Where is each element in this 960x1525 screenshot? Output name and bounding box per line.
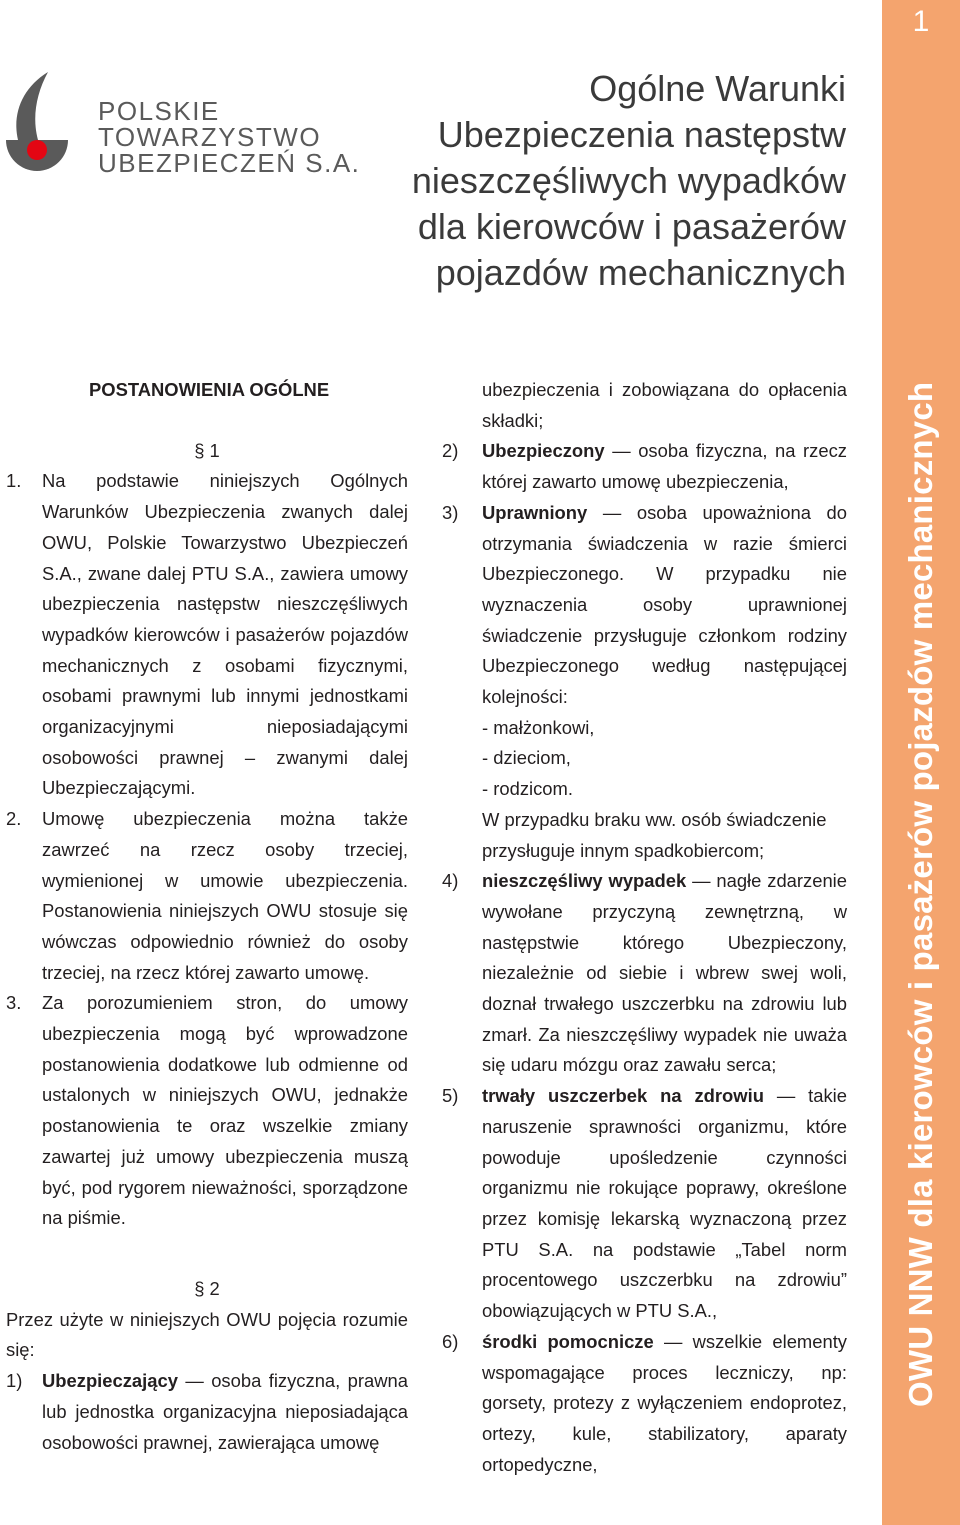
definition-term: środki pomocnicze [482,1330,654,1352]
item-number: 2) [442,440,459,462]
item-number: 2. [6,808,22,830]
definition-term: Ubezpieczony [482,440,605,462]
title-line: nieszczęśliwych wypadków [411,160,846,201]
definition-body [42,1366,408,1458]
definition-term: nieszczęśliwy wypadek [482,870,687,892]
company-name-line: TOWARZYSTWO [98,122,322,152]
definition-text: — nagłe zdarzenie wywołane przyczyną zewnętrzną, w następstwie którego Ubezpieczony, niezależnie od siebie i wbrew swej woli, doznał trwałego uszczerbku na zdrowiu lub zmarł. Za nieszczęśliwy wypadek nie uważa się udaru mózgu oraz zawału serca; [482,870,847,1076]
definition-body [482,436,847,497]
heirs-list [482,713,847,867]
company-name-line: POLSKIE [98,96,220,126]
paragraph-heading: § 1 [194,439,220,461]
continuation-text: ubezpieczenia i zobowiązana do opłacenia składki; [482,379,847,431]
item-number: 3) [442,501,459,523]
item-number: 1. [6,470,22,492]
section-title: POSTANOWIENIA OGÓLNE [89,379,330,400]
page-number: 1 [912,5,930,38]
definition-body [482,498,847,713]
definition-item [442,498,847,713]
item-number: 4) [442,870,459,892]
definition-item [442,866,847,1081]
right-column [442,375,847,1480]
item-text: Za porozumieniem stron, do umowy ubezpieczenia mogą być wprowadzone postanowienia dodatkowe lub odmienne od ustalonych w niniejszych OWU, jednakże postanowienia te oraz wszelkie zmiany zawartej już umowy ubezpieczenia muszą być, pod rygorem nieważności, sporządzone na piśmie. [42,992,408,1229]
ptu-logo-icon [4,70,68,178]
list-item [6,466,408,804]
list-item [6,804,408,988]
list-item [6,988,408,1234]
side-label: OWU NNW dla kierowców i pasażerów pojazdów mechanicznych [902,381,939,1407]
title-line: Ubezpieczenia następstw [437,114,846,155]
paragraph-heading: § 2 [194,1277,220,1299]
document-title [380,66,846,296]
definition-continuation [442,375,847,436]
item-number: 1) [6,1370,23,1392]
list-item: - rodzicom. [482,778,573,800]
left-column [6,375,408,1458]
definition-text: — osoba upoważniona do otrzymania świadczenia w razie śmierci Ubezpieczonego. W przypadku nie wyznaczenia osoby uprawnionej świadczenie przysługuje członkom rodziny Ubezpieczonego według następującej kolejności: [482,501,847,708]
definition-text: — osoba fizyczna, prawna lub jednostka organizacyjna nieposiadająca osobowości prawnej, zawierająca umowę [42,1370,408,1453]
definition-body [482,866,847,1081]
item-number: 6) [442,1330,459,1352]
definition-term: trwały uszczerbek na zdrowiu [482,1085,764,1107]
item-text: Umowę ubezpieczenia można także zawrzeć na rzecz osoby trzeciej, wymienionej w umowie ubezpieczenia. Postanowienia niniejszych OWU stosuje się wówczas odpowiednio również do osoby trzeciej, na rzecz której zawarto umowę. [42,808,408,983]
definition-item [442,1081,847,1327]
definition-body [482,1081,847,1327]
company-name-line: UBEZPIECZEŃ S.A. [98,148,361,178]
definition-text: — osoba fizyczna, na rzecz której zawarto umowę ubezpieczenia, [482,440,847,493]
definitions-intro: Przez użyte w niniejszych OWU pojęcia rozumie się: [6,1308,408,1361]
title-line: dla kierowców i pasażerów [417,206,846,247]
item-number: 3. [6,992,22,1014]
definition-term: Ubezpieczający [42,1370,178,1392]
list-item: - dzieciom, [482,747,571,769]
company-name [98,98,360,176]
definition-body [482,1327,847,1481]
title-line: Ogólne Warunki [589,68,846,109]
definition-item [442,436,847,497]
title-line: pojazdów mechanicznych [435,252,846,293]
side-band [882,0,960,1525]
definition-term: Uprawniony [482,501,588,523]
item-number: 5) [442,1085,459,1107]
item-text: Na podstawie niniejszych Ogólnych Warunków Ubezpieczenia zwanych dalej OWU, Polskie Towarzystwo Ubezpieczeń S.A., zwane dalej PTU S.A., zawiera umowy ubezpieczenia następstw nieszczęśliwych wypadków kierowców i pasażerów pojazdów mechanicznych z osobami fizycznymi, osobami prawnymi lub innymi jednostkami organizacyjnymi nieposiadającymi osobowości prawnej – zwanymi dalej Ubezpieczającymi. [42,470,408,799]
list-item: - małżonkowi, [482,716,595,738]
definition-text: — wszelkie elementy wspomagające proces leczniczy, np: gorsety, protezy z wyłączeniem endoprotez, ortezy, kule, stabilizatory, aparaty ortopedyczne, [482,1330,848,1475]
definition-item [442,1327,847,1481]
after-list-text: W przypadku braku ww. osób świadczenie przysługuje innym spadkobiercom; [482,808,827,861]
definition-item [6,1366,408,1458]
definition-text: — takie naruszenie sprawności organizmu, które powoduje upośledzenie czynności organizmu nie rokujące poprawy, określone przez komisję lekarską wyznaczoną przez PTU S.A. na podstawie „Tabel norm procentowego uszczerbku na zdrowiu” obowiązujących w PTU S.A., [482,1085,847,1322]
